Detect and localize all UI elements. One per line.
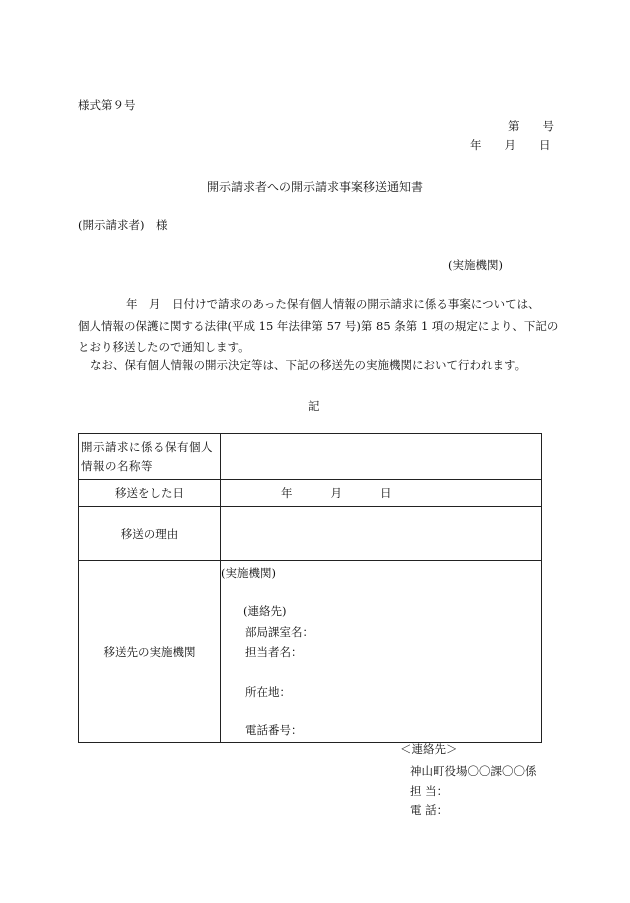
table-row <box>79 480 542 507</box>
contact-person: 担 当： <box>410 784 449 798</box>
destination-person-label: 担当者名： <box>245 645 303 659</box>
destination-contact-heading: (連絡先) <box>243 604 287 618</box>
form-number: 様式第９号 <box>78 98 136 112</box>
transfer-reason-value <box>221 507 542 561</box>
body-line-1: 年 月 日付けで請求のあった保有個人情報の開示請求に係る事案については、 <box>126 297 540 311</box>
destination-agency-heading: (実施機関) <box>221 566 276 580</box>
destination-address-label: 所在地： <box>245 685 291 699</box>
sender-agency: (実施機関) <box>448 258 503 272</box>
body-line-2: 個人情報の保護に関する法律(平成 15 年法律第 57 号)第 85 条第 1 項の規定により、下記の <box>78 319 559 333</box>
table-row <box>79 561 542 743</box>
document-title: 開示請求者への開示請求事案移送通知書 <box>207 180 424 194</box>
destination-phone-label: 電話番号： <box>245 723 303 737</box>
contact-office: 神山町役場〇〇課〇〇係 <box>410 764 537 778</box>
contact-phone: 電 話： <box>410 803 449 817</box>
document-number: 第 号 <box>508 119 554 133</box>
document-date: 年 月 日 <box>470 138 551 152</box>
transfer-reason-label: 移送の理由 <box>79 507 221 561</box>
contact-heading: ＜連絡先＞ <box>400 742 458 756</box>
personal-info-name-label <box>79 434 221 480</box>
destination-agency-label: 移送先の実施機関 <box>79 561 221 743</box>
personal-info-name-label-line-2: 情報の名称等 <box>81 458 153 473</box>
destination-dept-label: 部局課室名： <box>245 625 314 639</box>
transfer-date-year: 年 <box>281 486 293 500</box>
body-line-3: とおり移送したので通知します。 <box>78 340 250 354</box>
transfer-details-table <box>78 433 542 743</box>
personal-info-name-value <box>221 434 542 480</box>
transfer-date-day: 日 <box>380 486 392 500</box>
table-row <box>79 434 542 480</box>
table-row <box>79 507 542 561</box>
body-line-4: なお、保有個人情報の開示決定等は、下記の移送先の実施機関において行われます。 <box>90 358 527 372</box>
transfer-date-value <box>221 480 542 507</box>
transfer-date-month: 月 <box>330 486 342 500</box>
addressee: (開示請求者) 様 <box>78 218 168 232</box>
transfer-date-label: 移送をした日 <box>79 480 221 507</box>
personal-info-name-label-line-1: 開示請求に係る保有個人 <box>81 439 213 454</box>
destination-agency-value <box>221 561 542 743</box>
ki-heading: 記 <box>308 399 320 413</box>
